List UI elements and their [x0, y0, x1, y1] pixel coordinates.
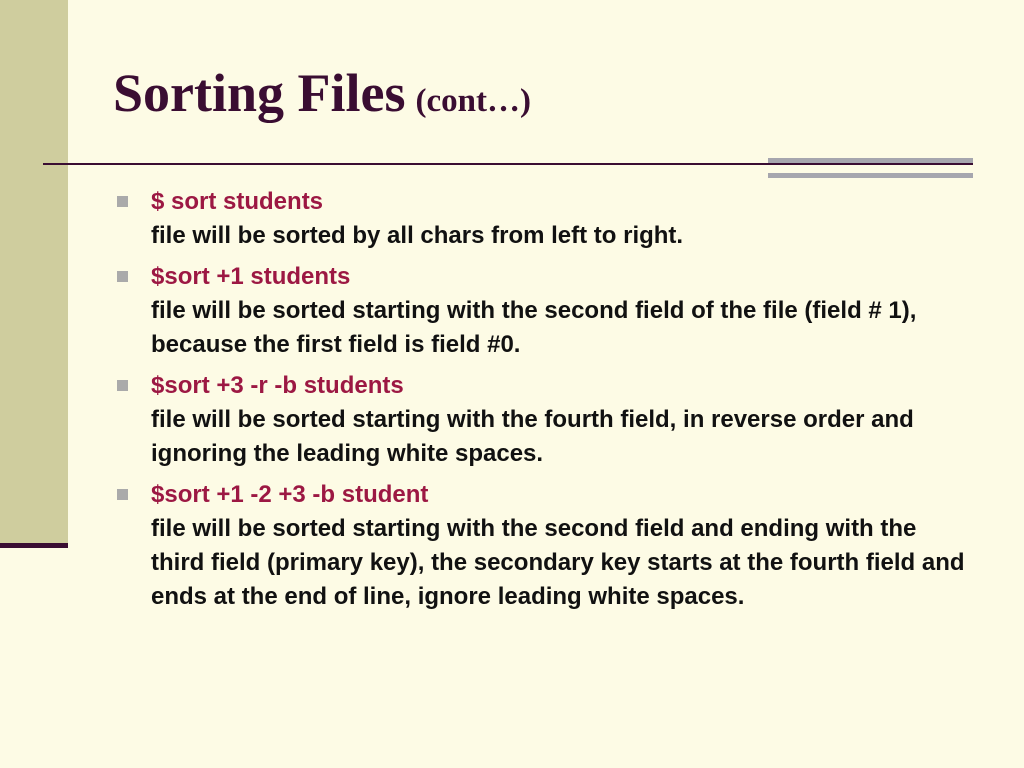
bullet-description: file will be sorted starting with the second field of the file (field # 1), because the first field is field #0.: [151, 297, 917, 358]
bullet-description: file will be sorted starting with the second field and ending with the third field (primary key), the secondary key starts at the fourth field and ends at the end of line, ignore leading white spaces.: [151, 515, 965, 610]
bullet-item: [0, 259, 966, 362]
divider-bar-top: [768, 158, 973, 163]
bullet-item: [0, 368, 966, 471]
square-bullet-icon: [117, 380, 128, 391]
square-bullet-icon: [117, 271, 128, 282]
bullet-command: $sort +1 students: [151, 263, 351, 290]
title-divider: [43, 163, 973, 165]
bullet-list: [0, 184, 966, 620]
square-bullet-icon: [117, 196, 128, 207]
bullet-item: [0, 184, 966, 253]
bullet-command: $sort +1 -2 +3 -b student: [151, 481, 429, 508]
title-suffix: (cont…): [415, 83, 531, 119]
bullet-command: $ sort students: [151, 188, 324, 215]
bullet-description: file will be sorted by all chars from left to right.: [151, 222, 684, 249]
bullet-item: [0, 477, 966, 614]
title-main: Sorting Files: [113, 63, 406, 123]
bullet-description: file will be sorted starting with the fourth field, in reverse order and ignoring the leading white spaces.: [151, 406, 914, 467]
divider-bar-bottom: [768, 173, 973, 178]
square-bullet-icon: [117, 489, 128, 500]
bullet-command: $sort +3 -r -b students: [151, 372, 404, 399]
slide-title: [113, 62, 531, 124]
